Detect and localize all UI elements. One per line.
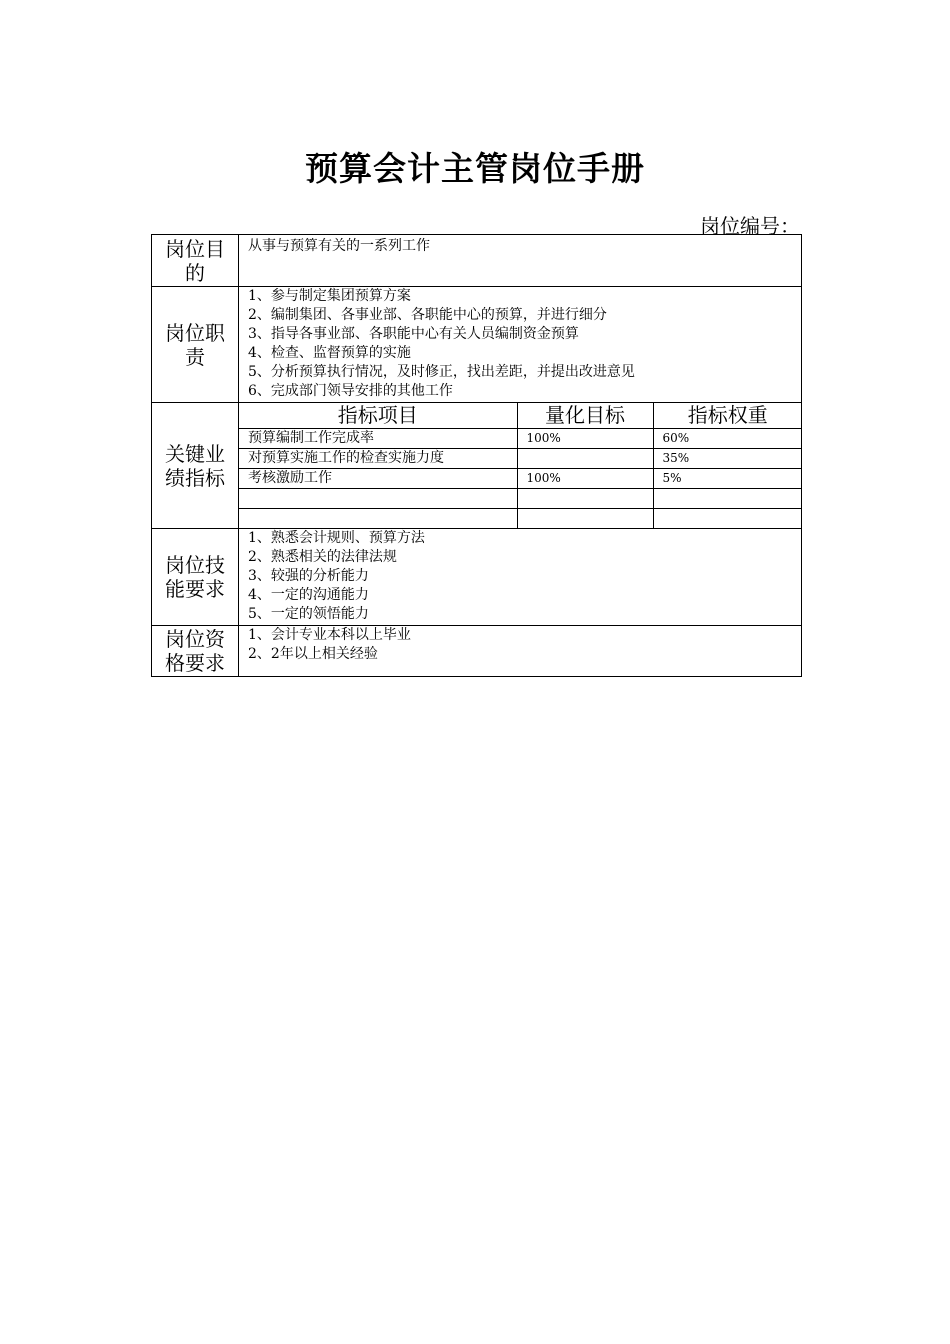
- kpi-item-cell: [239, 489, 517, 509]
- page-title: 预算会计主管岗位手册: [305, 149, 645, 188]
- purpose-text: 从事与预算有关的一系列工作: [239, 235, 802, 287]
- kpi-item-cell: 考核激励工作: [239, 469, 517, 489]
- qualifications-label: 岗位资格要求: [152, 626, 239, 677]
- kpi-weight-cell: [653, 509, 802, 529]
- kpi-weight-cell: [653, 489, 802, 509]
- kpi-target-cell: [517, 489, 653, 509]
- duty-item: 4、检查、监督预算的实施: [248, 345, 411, 361]
- kpi-content: [239, 403, 802, 529]
- kpi-header-item: 指标项目: [239, 403, 517, 429]
- kpi-empty-row: [239, 489, 802, 509]
- duty-item: 5、分析预算执行情况，及时修正，找出差距，并提出改进意见: [248, 364, 635, 380]
- skill-item: 4、一定的沟通能力: [248, 587, 369, 603]
- kpi-target-cell: 100%: [517, 429, 653, 449]
- qualifications-row: [152, 626, 802, 677]
- kpi-header-target: 量化目标: [517, 403, 653, 429]
- kpi-target-cell: [517, 449, 653, 469]
- kpi-row: [152, 403, 802, 529]
- qualifications-content: [239, 626, 802, 677]
- kpi-data-row: [239, 449, 802, 469]
- purpose-row: [152, 235, 802, 287]
- skill-item: 5、一定的领悟能力: [248, 606, 369, 622]
- qualification-item: 2、2年以上相关经验: [248, 646, 378, 662]
- kpi-header-weight: 指标权重: [653, 403, 802, 429]
- duties-label: 岗位职责: [152, 287, 239, 403]
- post-number-label: 岗位编号：: [700, 214, 800, 238]
- purpose-label: 岗位目的: [152, 235, 239, 287]
- skills-content: [239, 529, 802, 626]
- kpi-data-row: [239, 469, 802, 489]
- kpi-target-cell: 100%: [517, 469, 653, 489]
- skill-item: 2、熟悉相关的法律法规: [248, 549, 397, 565]
- kpi-item-cell: 对预算实施工作的检查实施力度: [239, 449, 517, 469]
- job-manual-table: [151, 234, 802, 677]
- qualification-item: 1、会计专业本科以上毕业: [248, 627, 411, 643]
- duties-content: [239, 287, 802, 403]
- duty-item: 6、完成部门领导安排的其他工作: [248, 383, 453, 399]
- skills-row: [152, 529, 802, 626]
- duty-item: 3、指导各事业部、各职能中心有关人员编制资金预算: [248, 326, 579, 342]
- duty-item: 1、参与制定集团预算方案: [248, 288, 411, 304]
- kpi-weight-cell: 35%: [653, 449, 802, 469]
- duties-row: [152, 287, 802, 403]
- kpi-label: 关键业绩指标: [152, 403, 239, 529]
- kpi-weight-cell: 5%: [653, 469, 802, 489]
- kpi-item-cell: 预算编制工作完成率: [239, 429, 517, 449]
- kpi-target-cell: [517, 509, 653, 529]
- kpi-empty-row: [239, 509, 802, 529]
- skills-label: 岗位技能要求: [152, 529, 239, 626]
- kpi-item-cell: [239, 509, 517, 529]
- kpi-weight-cell: 60%: [653, 429, 802, 449]
- skill-item: 1、熟悉会计规则、预算方法: [248, 530, 425, 546]
- kpi-data-row: [239, 429, 802, 449]
- skill-item: 3、较强的分析能力: [248, 568, 369, 584]
- kpi-table: [239, 403, 802, 528]
- duty-item: 2、编制集团、各事业部、各职能中心的预算，并进行细分: [248, 307, 607, 323]
- kpi-header-row: [239, 403, 802, 429]
